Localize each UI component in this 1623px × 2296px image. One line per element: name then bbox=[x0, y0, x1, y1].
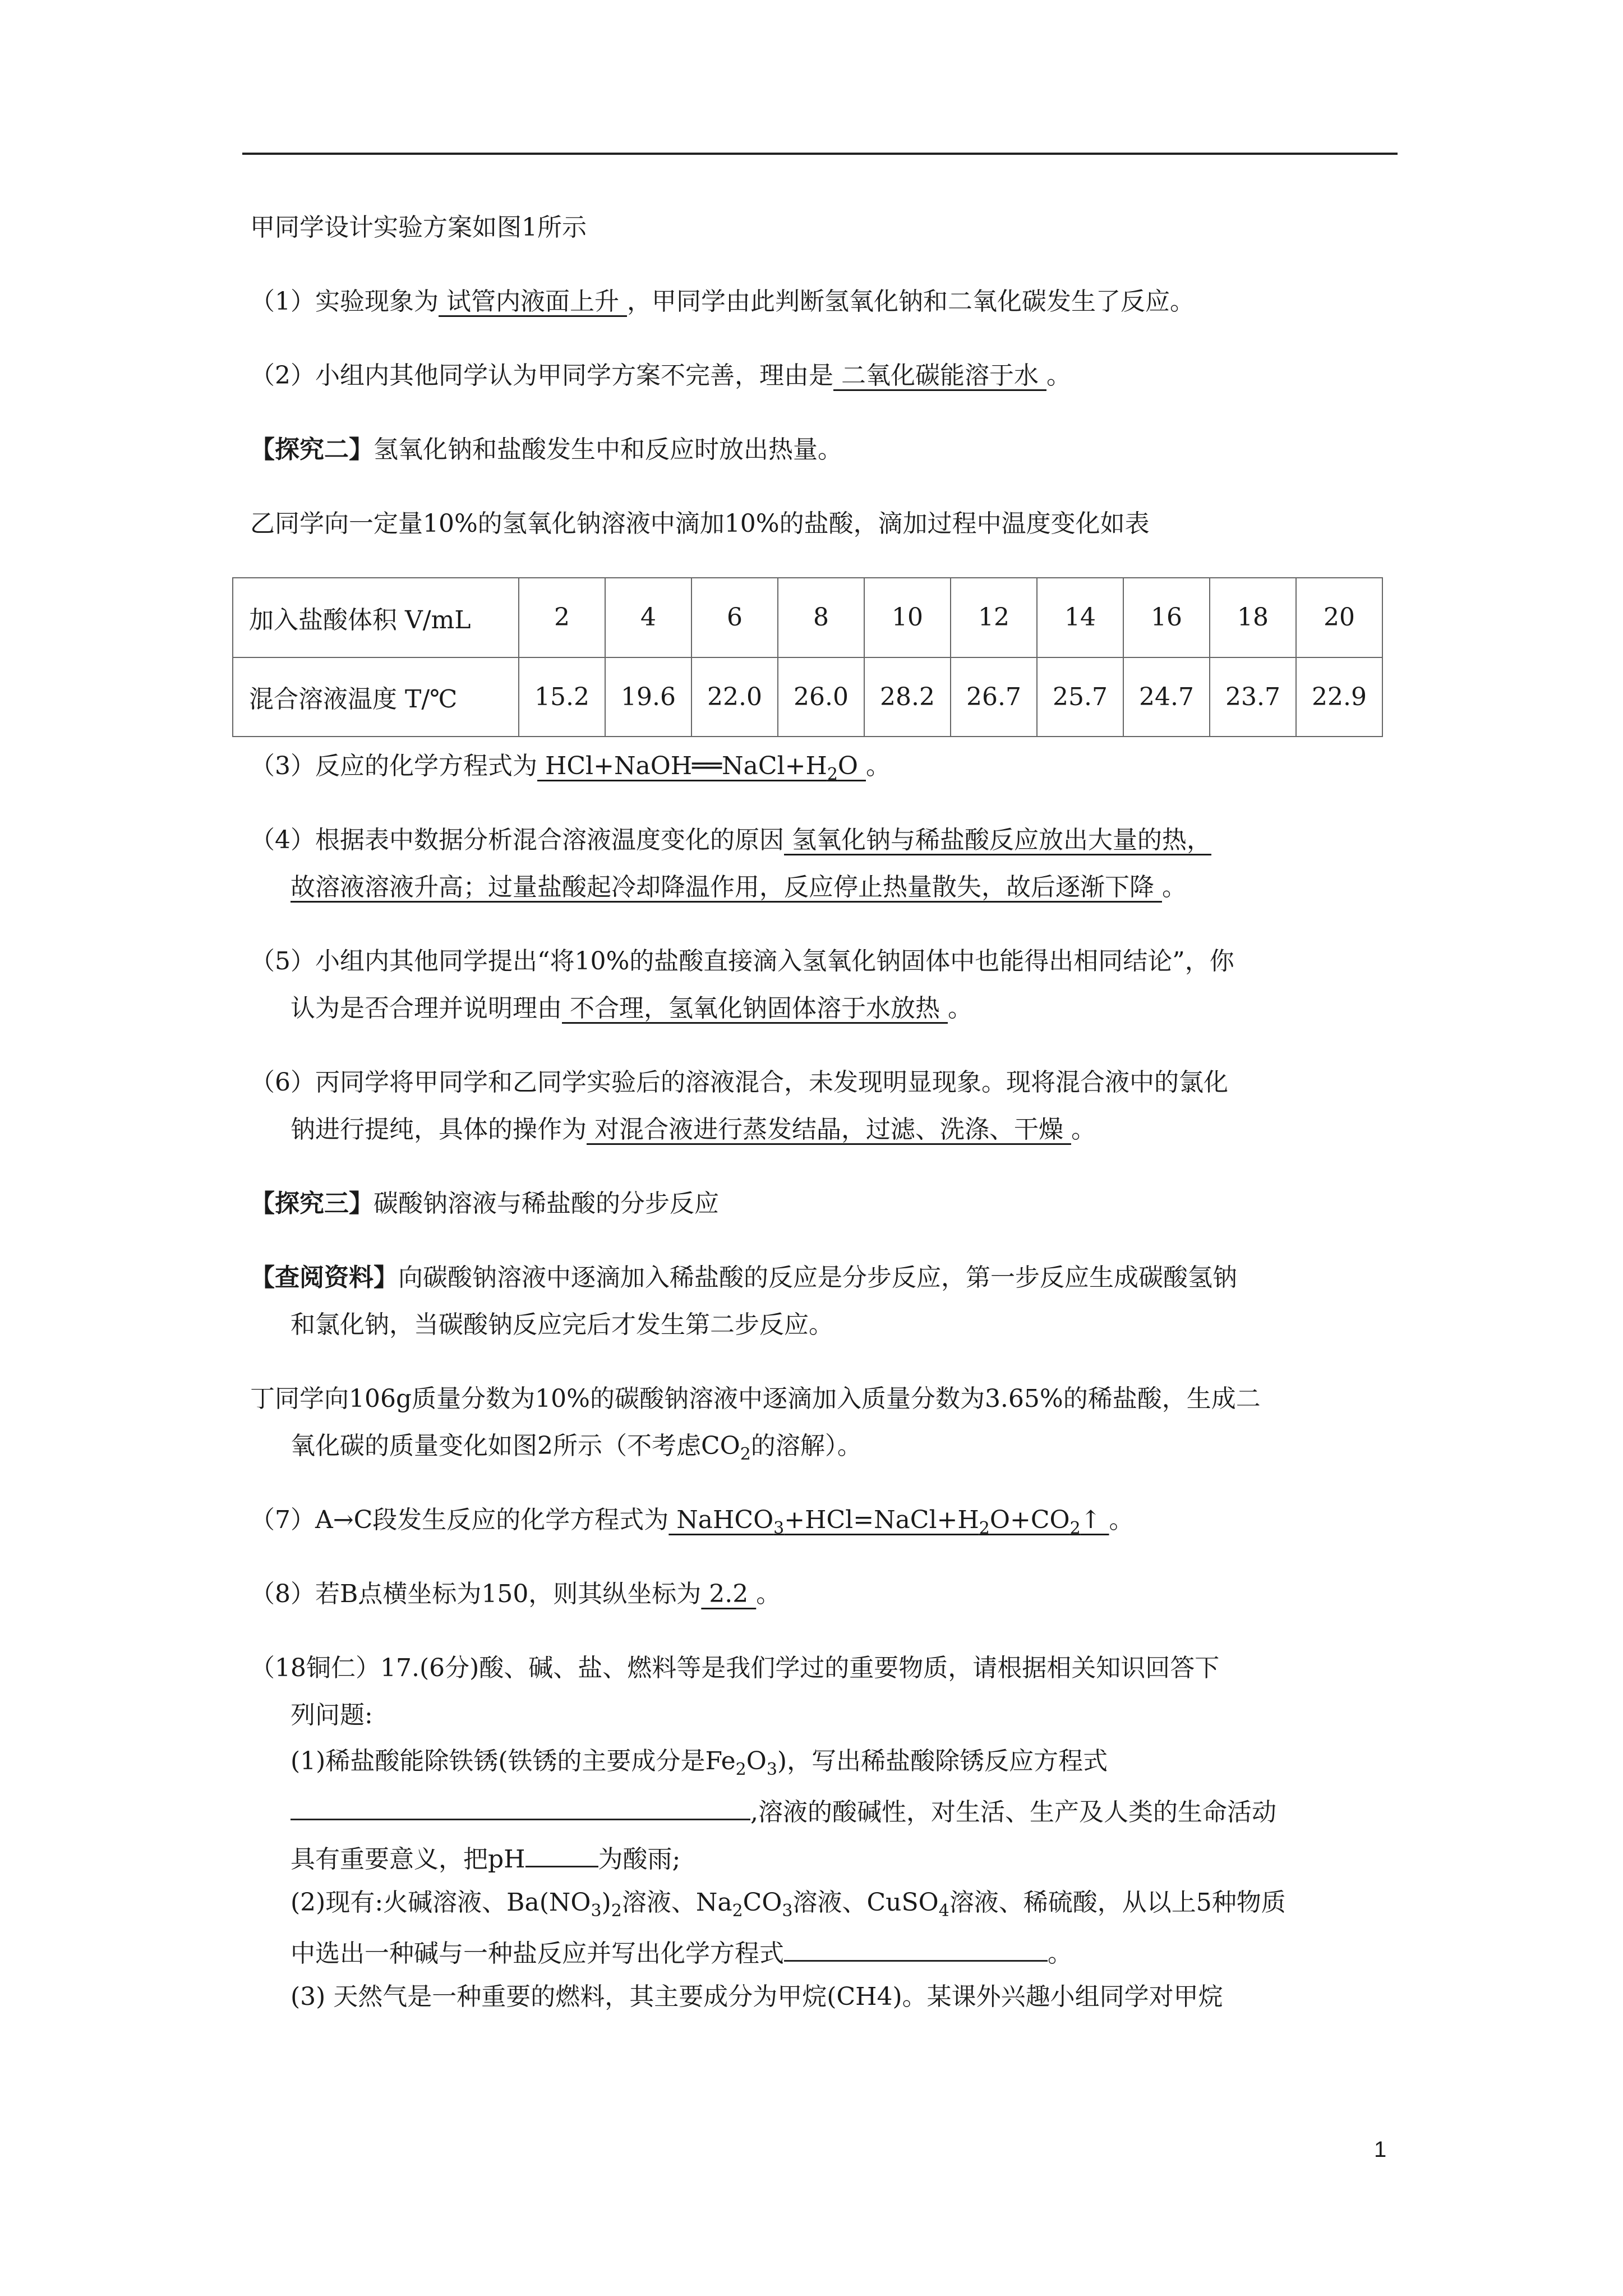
table-row-temperature bbox=[233, 657, 1382, 737]
q3-answer-a: HCl+NaOH══NaCl+H bbox=[537, 752, 827, 780]
table-cell: 25.7 bbox=[1037, 657, 1123, 737]
q17-part-3-line-1: (3) 天然气是一种重要的燃料，其主要成分为甲烷(CH4)。某课外兴趣小组同学对甲烷 bbox=[291, 1982, 1223, 2011]
q7-answer bbox=[668, 1506, 1109, 1538]
question-4-line-1 bbox=[250, 823, 1211, 857]
table-cell: 8 bbox=[778, 578, 864, 657]
question-6-line-1: （6）丙同学将甲同学和乙同学实验后的溶液混合，未发现明显现象。现将混合液中的氯化 bbox=[250, 1068, 1228, 1097]
question-17-line-2: 列问题: bbox=[291, 1701, 373, 1729]
q4-tail: 。 bbox=[1161, 873, 1187, 901]
q2-answer: 二氧化碳能溶于水 bbox=[833, 361, 1046, 390]
q17-p1-line3-tail: 为酸雨; bbox=[598, 1845, 681, 1874]
explore-3-heading bbox=[250, 1187, 719, 1221]
q17-p2-sub-5: 4 bbox=[938, 1901, 949, 1921]
question-5-line-1: （5）小组内其他同学提出“将10%的盐酸直接滴入氢氧化钠固体中也能得出相同结论”，你 bbox=[250, 947, 1234, 976]
question-4-line-2 bbox=[291, 871, 1187, 904]
reference-text-1: 向碳酸钠溶液中逐滴加入稀盐酸的反应是分步反应，第一步反应生成碳酸氢钠 bbox=[398, 1263, 1237, 1292]
q7-answer-b: +HCl=NaCl+H bbox=[784, 1506, 979, 1534]
q17-ph-blank[interactable] bbox=[525, 1839, 598, 1867]
table-cell: 20 bbox=[1296, 578, 1382, 657]
ding-text-a: 氧化碳的质量变化如图2所示（不考虑CO bbox=[291, 1432, 740, 1460]
q17-p2-sub-1: 3 bbox=[591, 1901, 602, 1921]
table-cell: 28.2 bbox=[864, 657, 951, 737]
table-head-volume: 加入盐酸体积 V/mL bbox=[233, 578, 519, 657]
question-8 bbox=[250, 1577, 781, 1611]
q7-answer-a: NaHCO bbox=[668, 1506, 774, 1534]
q7-sub-1: 3 bbox=[773, 1518, 785, 1538]
q3-tail: 。 bbox=[865, 752, 891, 780]
q3-answer-sub: 2 bbox=[827, 764, 838, 784]
q3-prompt: （3）反应的化学方程式为 bbox=[250, 752, 537, 780]
q17-p1-line2-text: ,溶液的酸碱性，对生活、生产及人类的生命活动 bbox=[750, 1798, 1276, 1826]
q6-prompt: 钠进行提纯，具体的操作为 bbox=[291, 1115, 587, 1144]
q17-p1-text-c: )，写出稀盐酸除锈反应方程式 bbox=[777, 1747, 1108, 1775]
q17-p1-line3-prompt: 具有重要意义，把pH bbox=[291, 1845, 525, 1874]
table-cell: 12 bbox=[951, 578, 1037, 657]
explore-2-heading bbox=[250, 433, 842, 467]
q17-p2-sub-3: 2 bbox=[732, 1901, 743, 1921]
question-3 bbox=[250, 749, 891, 783]
q17-p1-equation-blank[interactable] bbox=[291, 1792, 750, 1820]
q17-p2-line2-tail: 。 bbox=[1048, 1939, 1072, 1968]
q6-answer: 对混合液进行蒸发结晶，过滤、洗涤、干燥 bbox=[587, 1115, 1071, 1144]
table-row-volume bbox=[233, 578, 1382, 657]
q17-p2-sub-2: 2 bbox=[611, 1901, 622, 1921]
table-cell: 2 bbox=[519, 578, 605, 657]
q17-p2-text-e: 溶液、CuSO bbox=[792, 1888, 939, 1917]
q17-p2-equation-blank[interactable] bbox=[784, 1933, 1048, 1962]
q17-p1-text-b: O bbox=[746, 1747, 767, 1775]
q5-answer: 不合理，氢氧化钠固体溶于水放热 bbox=[562, 994, 948, 1023]
q5-tail: 。 bbox=[947, 994, 972, 1023]
q17-part-1-line-3 bbox=[291, 1839, 680, 1876]
question-5-line-2 bbox=[291, 992, 972, 1025]
reference-tag: 【查阅资料】 bbox=[250, 1263, 398, 1292]
table-cell: 22.9 bbox=[1296, 657, 1382, 737]
q17-p2-text-d: CO bbox=[743, 1888, 782, 1917]
q17-p1-sub-2: 3 bbox=[766, 1759, 777, 1779]
table-head-temperature: 混合溶液温度 T/℃ bbox=[233, 657, 519, 737]
q8-answer: 2.2 bbox=[701, 1580, 757, 1608]
q7-answer-d: ↑ bbox=[1080, 1506, 1109, 1534]
reference-line-1 bbox=[250, 1261, 1237, 1295]
q7-sub-2: 2 bbox=[979, 1518, 990, 1538]
q2-tail: 。 bbox=[1046, 361, 1071, 390]
table-cell: 14 bbox=[1037, 578, 1123, 657]
q17-p1-sub-1: 2 bbox=[735, 1759, 746, 1779]
question-2 bbox=[250, 359, 1071, 393]
explore-3-text: 碳酸钠溶液与稀盐酸的分步反应 bbox=[374, 1189, 719, 1218]
ding-sub: 2 bbox=[740, 1444, 751, 1464]
ding-line-2 bbox=[291, 1429, 862, 1463]
q7-answer-c: O+CO bbox=[989, 1506, 1070, 1534]
explore-2-tag: 【探究二】 bbox=[250, 435, 374, 464]
table-cell: 15.2 bbox=[519, 657, 605, 737]
q4-prompt: （4）根据表中数据分析混合溶液温度变化的原因 bbox=[250, 826, 784, 854]
q2-prompt: （2）小组内其他同学认为甲同学方案不完善，理由是 bbox=[250, 361, 833, 390]
q17-p2-text-f: 溶液、稀硫酸，从以上5种物质 bbox=[949, 1888, 1286, 1917]
explore-2-text: 氢氧化钠和盐酸发生中和反应时放出热量。 bbox=[374, 435, 842, 464]
explore-3-tag: 【探究三】 bbox=[250, 1189, 374, 1218]
q1-tail: ，甲同学由此判断氢氧化钠和二氧化碳发生了反应。 bbox=[626, 287, 1195, 316]
header-rule bbox=[242, 153, 1398, 155]
question-17-line-1: （18铜仁）17.(6分)酸、碱、盐、燃料等是我们学过的重要物质，请根据相关知识回答下 bbox=[250, 1654, 1220, 1682]
q17-p2-text-b: ) bbox=[601, 1888, 611, 1917]
q4-answer-1: 氢氧化钠与稀盐酸反应放出大量的热， bbox=[784, 826, 1211, 854]
q7-sub-3: 2 bbox=[1069, 1518, 1081, 1538]
ding-text-b: 的溶解）。 bbox=[750, 1432, 862, 1460]
table-cell: 24.7 bbox=[1123, 657, 1210, 737]
q8-tail: 。 bbox=[756, 1580, 781, 1608]
q6-tail: 。 bbox=[1071, 1115, 1096, 1144]
q1-prompt: （1）实验现象为 bbox=[250, 287, 439, 316]
yi-intro-line: 乙同学向一定量10%的氢氧化钠溶液中滴加10%的盐酸，滴加过程中温度变化如表 bbox=[250, 509, 1150, 538]
q1-answer: 试管内液面上升 bbox=[439, 287, 627, 316]
q7-tail: 。 bbox=[1109, 1506, 1134, 1534]
question-7 bbox=[250, 1503, 1134, 1537]
q17-part-2-line-2 bbox=[291, 1933, 1072, 1971]
q7-prompt: （7）A→C段发生反应的化学方程式为 bbox=[250, 1506, 669, 1534]
q17-p2-text-c: 溶液、Na bbox=[621, 1888, 732, 1917]
q17-part-2-line-1 bbox=[291, 1886, 1286, 1920]
table-cell: 18 bbox=[1210, 578, 1296, 657]
question-6-line-2 bbox=[291, 1113, 1096, 1147]
table-cell: 10 bbox=[864, 578, 951, 657]
q3-answer bbox=[537, 752, 866, 784]
question-1 bbox=[250, 285, 1195, 319]
q17-p2-line2-prompt: 中选出一种碱与一种盐反应并写出化学方程式 bbox=[291, 1939, 784, 1968]
q17-p2-text-a: (2)现有:火碱溶液、Ba(NO bbox=[291, 1888, 591, 1917]
page-number: 1 bbox=[1374, 2137, 1387, 2162]
table-cell: 4 bbox=[605, 578, 691, 657]
q3-answer-b: O bbox=[837, 752, 866, 780]
q8-prompt: （8）若B点横坐标为150，则其纵坐标为 bbox=[250, 1580, 702, 1608]
table-cell: 26.7 bbox=[951, 657, 1037, 737]
reference-line-2: 和氯化钠，当碳酸钠反应完后才发生第二步反应。 bbox=[291, 1310, 833, 1339]
table-cell: 16 bbox=[1123, 578, 1210, 657]
table-cell: 26.0 bbox=[778, 657, 864, 737]
ding-line-1: 丁同学向106g质量分数为10%的碳酸钠溶液中逐滴加入质量分数为3.65%的稀盐酸，生成二 bbox=[250, 1384, 1261, 1413]
table-cell: 6 bbox=[691, 578, 778, 657]
table-cell: 22.0 bbox=[691, 657, 778, 737]
temperature-table bbox=[232, 577, 1383, 737]
q4-answer-2: 故溶液溶液升高；过量盐酸起冷却降温作用，反应停止热量散失，故后逐渐下降 bbox=[291, 873, 1162, 901]
q17-part-1-line-1 bbox=[291, 1745, 1108, 1778]
q5-prompt: 认为是否合理并说明理由 bbox=[291, 994, 562, 1023]
q17-p2-sub-4: 3 bbox=[782, 1901, 793, 1921]
q17-part-1-line-2 bbox=[291, 1792, 1276, 1829]
intro-line: 甲同学设计实验方案如图1所示 bbox=[250, 213, 587, 242]
q17-p1-text-a: (1)稀盐酸能除铁锈(铁锈的主要成分是Fe bbox=[291, 1747, 736, 1775]
table-cell: 23.7 bbox=[1210, 657, 1296, 737]
table-cell: 19.6 bbox=[605, 657, 691, 737]
